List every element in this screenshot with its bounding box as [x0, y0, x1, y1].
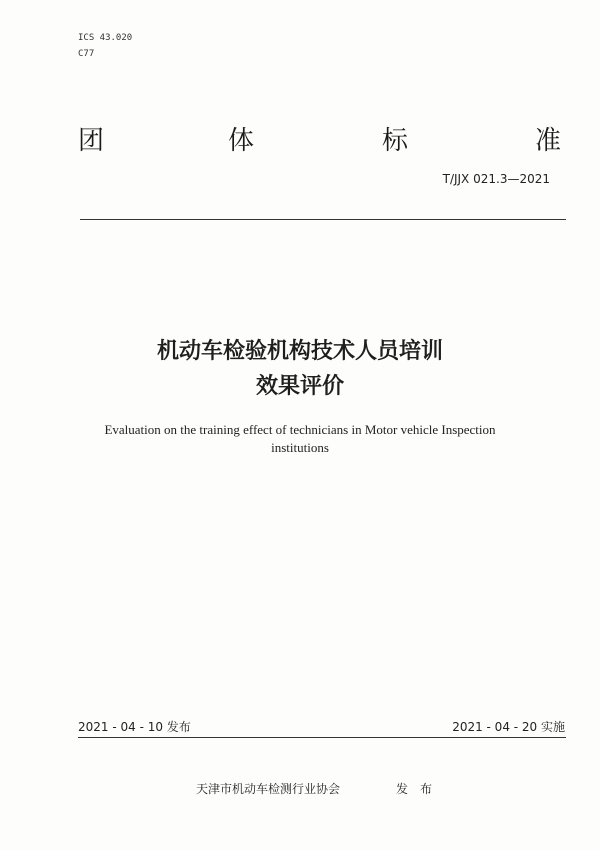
title-cn-line-1: 机动车检验机构技术人员培训	[156, 339, 443, 364]
ccs-code: C77	[78, 49, 95, 59]
issue-label: 发布	[396, 782, 445, 796]
standard-type-char-4: 准	[535, 126, 562, 156]
title-en-line-1: Evaluation on the training effect of technicians in Motor vehicle Inspection	[104, 422, 496, 437]
issuer-name: 天津市机动车检测行业协会	[196, 782, 341, 796]
standard-type-char-1: 团	[78, 126, 105, 156]
title-cn-line-2: 效果评价	[255, 374, 344, 399]
standard-code: T/JJX 021.3—2021	[442, 172, 550, 186]
ics-code: ICS 43.020	[78, 33, 133, 43]
implement-date: 2021 - 04 - 20 实施	[452, 720, 565, 734]
title-en-line-2: institutions	[271, 440, 329, 455]
header-divider	[80, 219, 566, 220]
publish-date: 2021 - 04 - 10 发布	[78, 720, 191, 734]
footer-divider	[78, 737, 566, 738]
standard-type-char-3: 标	[382, 126, 409, 156]
standard-type-char-2: 体	[228, 126, 255, 156]
